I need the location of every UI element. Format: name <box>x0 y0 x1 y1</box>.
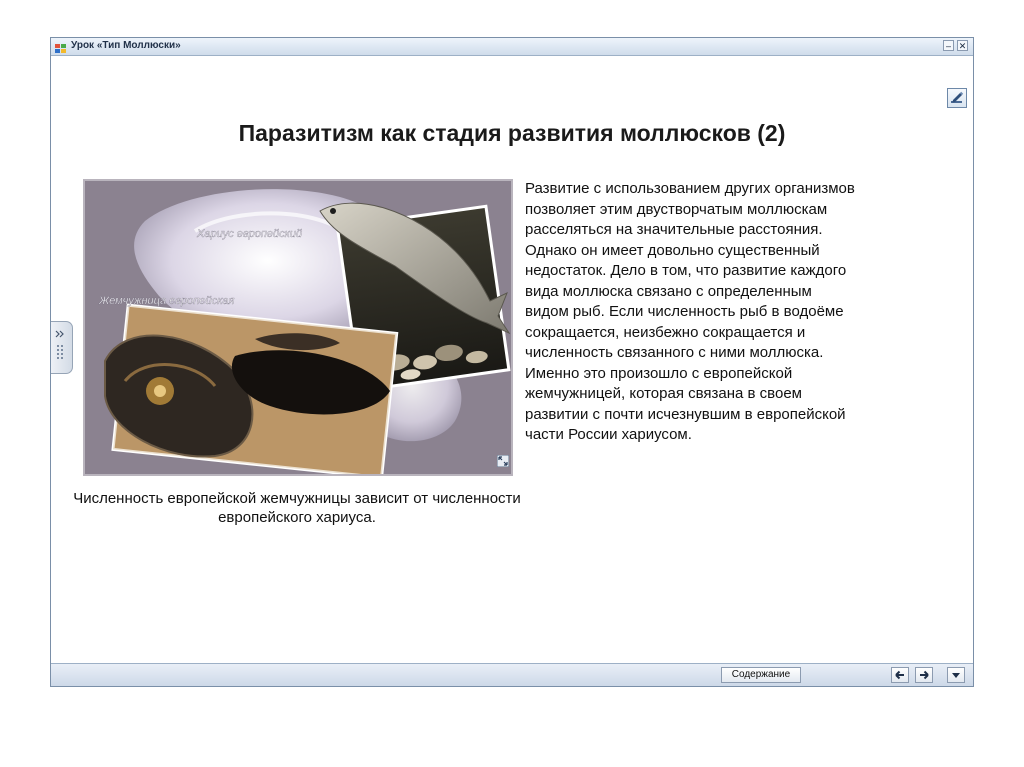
body-line: видом рыб. Если численность рыб в водоёме <box>525 303 844 320</box>
body-line: Однако он имеет довольно существенный <box>525 241 820 259</box>
prev-button[interactable] <box>891 667 909 683</box>
body-line: части России хариусом. <box>525 426 692 443</box>
collage-image <box>85 181 511 474</box>
note-button[interactable] <box>947 88 967 108</box>
minimize-button[interactable]: – <box>943 40 954 51</box>
body-line: Развитие с использованием других организмов <box>525 180 855 197</box>
body-line: расселяться на значительные расстояния. <box>525 221 823 238</box>
body-line: Именно это произошло с европейской <box>525 364 793 382</box>
body-line: жемчужницей, которая связана в своем <box>525 385 802 402</box>
side-panel-tab[interactable] <box>51 321 73 374</box>
body-line: вида моллюска связано с определенным <box>525 282 812 300</box>
menu-button[interactable] <box>947 667 965 683</box>
body-line: позволяет этим двустворчатым моллюскам <box>525 200 828 218</box>
next-button[interactable] <box>915 667 933 683</box>
figure-label-pearl-mussel: Жемчужница европейская <box>99 295 235 307</box>
body-line: развитии с почти исчезнувшим в европейской <box>525 405 846 423</box>
close-button[interactable]: ✕ <box>958 41 967 51</box>
lesson-window <box>50 37 974 687</box>
body-line: сокращается, неизбежно сокращается и <box>525 323 806 341</box>
arrow-left-icon <box>892 669 908 686</box>
bottom-toolbar <box>51 663 973 686</box>
double-chevron-right-icon <box>53 329 69 372</box>
arrow-right-icon <box>916 669 932 686</box>
pencil-note-icon <box>948 94 966 111</box>
slide-title: Паразитизм как стадия развития моллюсков (2) <box>238 120 786 146</box>
figure-label-grayling: Хариус европейский <box>197 228 303 240</box>
expand-arrows-icon[interactable] <box>497 454 509 472</box>
body-line: недостаток. Дело в том, что развитие каждого <box>525 262 847 279</box>
figure-caption: Численность европейской жемчужницы зависит от численности европейского хариуса. <box>73 490 521 526</box>
body-line: численность связанного с ними моллюска. <box>525 344 824 361</box>
windows-pinwheel-icon <box>54 41 68 59</box>
contents-button[interactable]: Содержание <box>721 667 801 683</box>
body-text <box>525 179 945 446</box>
triangle-down-icon <box>948 669 964 686</box>
illustration-photo-collage <box>83 179 513 476</box>
window-title: Урок «Тип Моллюски» <box>71 40 181 51</box>
title-bar <box>51 38 973 56</box>
